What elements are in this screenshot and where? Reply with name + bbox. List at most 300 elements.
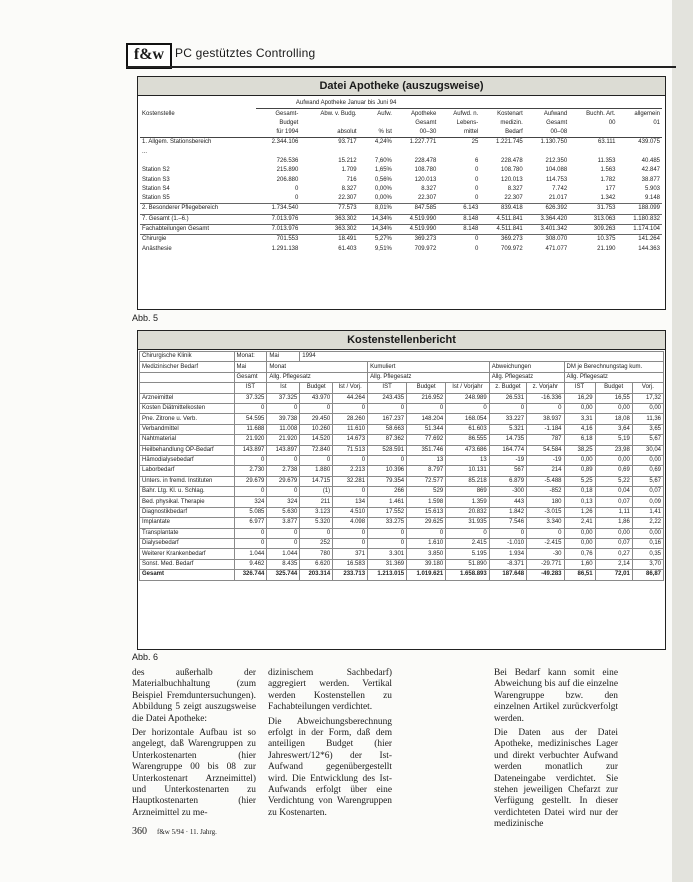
table-cell: 29.679 [234, 476, 267, 486]
table-meta-row [140, 362, 664, 372]
table-cell: 21.017 [548, 195, 568, 202]
table-cell: 1.019.621 [407, 570, 446, 580]
paragraph: Bei Bedarf kann somit eine Abweichung bis auf die einzelne Warengruppe bzw. den einzelnen Artikel zurückverfolgt werden. [494, 668, 618, 724]
text-column-1 [132, 668, 256, 822]
table-cell: 0 [267, 487, 300, 497]
table-cell: 0,18 [564, 487, 595, 497]
table-cell: 5.630 [267, 507, 300, 517]
table-cell: 9.462 [234, 559, 267, 569]
table-cell: 38.877 [641, 176, 660, 183]
table-cell: 1.782 [600, 176, 616, 183]
table-cell: Monat [267, 362, 368, 372]
table-cell: 8.327 [341, 185, 357, 192]
table-cell: 18.491 [300, 235, 358, 245]
table-cell: 0 [234, 539, 267, 549]
table-cell: 529 [407, 487, 446, 497]
table-cell: 4.510 [333, 507, 368, 517]
table-cell: Station S3 [142, 176, 170, 183]
table-cell: 326.744 [234, 570, 267, 580]
table-cell: 5.320 [300, 518, 333, 528]
table-cell: 471.077 [545, 245, 568, 252]
table-cell: 1.227.771 [409, 139, 437, 146]
table-cell: 17.552 [368, 507, 407, 517]
table-cell: 0,76 [564, 549, 595, 559]
table-cell: 38,25 [564, 445, 595, 455]
table-cell: 6.879 [489, 476, 526, 486]
table-cell: 363.302 [300, 224, 358, 234]
table-cell: 63.111 [598, 139, 616, 146]
table-cell [569, 147, 617, 156]
table-cell: 21.190 [597, 245, 616, 252]
table-cell: Ist / Vorj. [333, 383, 368, 393]
table-cell: 3.301 [368, 549, 407, 559]
table-cell: 148.204 [407, 414, 446, 424]
table-cell: 187.648 [489, 570, 526, 580]
table-cell: 0,00 [595, 528, 632, 538]
table-cell: 108.780 [501, 167, 523, 174]
table-cell [438, 147, 480, 156]
table-cell: Bedarf [480, 128, 524, 138]
table-cell: 0,07 [632, 487, 663, 497]
table-row [140, 445, 664, 455]
table-cell: 00–08 [525, 128, 569, 138]
table-cell: 31.935 [446, 518, 490, 528]
table-cell: 16,29 [564, 393, 595, 403]
table-cell: 77.692 [407, 435, 446, 445]
table-cell: Bed. physikal. Therapie [140, 497, 235, 507]
figure-apotheke-table [137, 76, 666, 310]
table-cell: 5.085 [234, 507, 267, 517]
table-cell: 243.435 [368, 393, 407, 403]
table-cell: 11.008 [267, 424, 300, 434]
span-header: Aufwand Apotheke Januar bis Juni 94 [256, 99, 662, 109]
table-cell: 1.934 [489, 549, 526, 559]
table-cell: 371 [333, 549, 368, 559]
table-cell: 709.972 [414, 245, 437, 252]
table-cell: 369.273 [480, 235, 524, 245]
table-cell: 203.314 [300, 570, 333, 580]
table-cell: Gesamt [546, 119, 568, 126]
table-cell: 369.273 [394, 235, 438, 245]
table-cell: 212.350 [545, 157, 568, 164]
table-cell: 39.180 [407, 559, 446, 569]
table-cell: 5,27% [359, 235, 394, 245]
table-cell: Gesamt [234, 372, 267, 382]
table-cell: 0,69 [632, 466, 663, 476]
table-cell: Transplantate [140, 528, 235, 538]
table-cell: 86,87 [632, 570, 663, 580]
table-row [140, 518, 664, 528]
table-cell: 8,01% [359, 204, 394, 214]
table-cell: 7.013.976 [256, 224, 300, 234]
table-cell: 439.075 [638, 139, 660, 146]
table-cell: 1.130.750 [540, 139, 568, 146]
table-cell: 5,67 [632, 476, 663, 486]
table-cell: 5,19 [595, 435, 632, 445]
table-cell: DM je Berechnungstag kum. [564, 362, 664, 372]
table-cell: 3.850 [407, 549, 446, 559]
table-cell: 72.577 [407, 476, 446, 486]
table-cell [480, 147, 524, 156]
table-cell [300, 147, 358, 156]
table-cell: 26.531 [489, 393, 526, 403]
table-cell: 3.340 [527, 518, 564, 528]
table-cell: Gesamt- [275, 110, 299, 117]
paragraph: Die Daten aus der Datei Apotheke, medizinisches Lager und direkt verbuchter Aufwand werden monatlich zur Dateneingabe verdichtet. Sie stehen jeweiligen Chefarzt zur Verfügung gestellt. In dieser verdichteten Datei wird nur der medizinische [494, 728, 618, 830]
table-cell: 1.461 [368, 497, 407, 507]
table-cell: 43.970 [300, 393, 333, 403]
table-cell: -19 [489, 455, 526, 465]
table-cell: 167.237 [368, 414, 407, 424]
table-cell: 29.679 [267, 476, 300, 486]
table-cell: 7.742 [552, 185, 568, 192]
table-cell: 15.212 [338, 157, 357, 164]
table-meta-row [140, 372, 664, 382]
table-cell [359, 119, 394, 128]
table-cell: 1.291.138 [271, 245, 299, 252]
table-cell: 1.221.745 [496, 139, 523, 146]
table-cell: 0 [234, 403, 267, 413]
table-cell: Aufw. [377, 110, 392, 117]
table-row [140, 424, 664, 434]
table-cell: 180 [527, 497, 564, 507]
table-cell: Abw. v. Budg. [320, 110, 357, 117]
table-cell: -19 [527, 455, 564, 465]
table-cell: -8.371 [489, 559, 526, 569]
table-cell: 0 [368, 539, 407, 549]
table-cell: Kostenstelle [142, 110, 175, 117]
table-cell: Lebens- [456, 119, 479, 126]
table-row [140, 559, 664, 569]
table-cell: 11,36 [632, 414, 663, 424]
table-row [140, 403, 664, 413]
table-cell [140, 372, 235, 382]
table-cell: Budget [279, 119, 299, 126]
table-cell: 16,55 [595, 393, 632, 403]
table-cell: 143.897 [267, 445, 300, 455]
table-cell: 1.044 [234, 549, 267, 559]
table-cell: 309.263 [569, 224, 617, 234]
table-cell: 0 [474, 176, 479, 183]
table-cell: Ist [267, 383, 300, 393]
table-cell: Allg. Pflegesatz [489, 372, 564, 382]
table-cell: 709.972 [501, 245, 523, 252]
table-cell: 0 [527, 403, 564, 413]
table-cell: 58.663 [368, 424, 407, 434]
table-cell: 0 [368, 528, 407, 538]
table-cell: 51.890 [446, 559, 490, 569]
table-cell: Unters. in fremd. Instituten [140, 476, 235, 486]
table-row [140, 476, 664, 486]
figure-kostenstellenbericht [137, 330, 666, 650]
table-cell: 228.478 [501, 157, 523, 164]
table-cell: Bahr. Ltg. Kl. u. Schlag. [140, 487, 235, 497]
table-cell: 0 [234, 528, 267, 538]
table-cell: 0,13 [564, 497, 595, 507]
table-cell: 701.553 [256, 235, 300, 245]
table-cell: 0 [474, 185, 479, 192]
table-cell: 0,09 [632, 497, 663, 507]
table-row [140, 414, 664, 424]
paragraph: Die Abweichungsberechnung erfolgt in der Form, daß dem anteiligen Budget (hier Jahreswert/12*6) der Ist-Aufwand gegenübergestellt wird. Die Entwicklung des Ist-Aufwands erfolgt über eine Verdichtung von Warengruppen zu Kostenarten. [268, 716, 392, 818]
table-cell: -2.415 [527, 539, 564, 549]
header-rule [126, 66, 676, 68]
table-cell: 2.730 [234, 466, 267, 476]
table-cell: 0 [438, 235, 480, 245]
table-cell: Heilbehandlung OP-Bedarf [140, 445, 235, 455]
table-cell: Allg. Pflegesatz [267, 372, 368, 382]
table-header-row [140, 119, 662, 128]
table-cell: 363.302 [300, 214, 358, 224]
table-cell: 177 [605, 185, 616, 192]
table-cell: Station S5 [142, 195, 170, 202]
table-cell: Mai [234, 362, 267, 372]
table-cell: 313.063 [569, 214, 617, 224]
table-cell: 14.520 [300, 435, 333, 445]
table-cell: 1.598 [407, 497, 446, 507]
table-cell: 37.325 [234, 393, 267, 403]
table-cell: 0 [446, 528, 490, 538]
table-cell: Gesamt [140, 570, 235, 580]
table-row [140, 507, 664, 517]
table-cell: 20.832 [446, 507, 490, 517]
table-cell: IST [368, 383, 407, 393]
table-cell: 11.688 [234, 424, 267, 434]
table-cell: 1.658.893 [446, 570, 490, 580]
table-cell: 0 [295, 185, 299, 192]
table-cell: 1.734.540 [256, 204, 300, 214]
table1-title: Datei Apotheke (auszugsweise) [138, 77, 665, 96]
paragraph: des außerhalb der Materialbuchhaltung (zum Beispiel Fremduntersuchungen). Abbildung 5 zeigt auszugsweise die Datei Apotheke: [132, 668, 256, 724]
table-cell: 32.281 [333, 476, 368, 486]
table-cell: 443 [489, 497, 526, 507]
table-cell: 0,00 [564, 403, 595, 413]
table-cell: 120.013 [501, 176, 523, 183]
table-cell: 233.713 [333, 570, 368, 580]
table-cell: 0 [407, 403, 446, 413]
table-cell: 1.342 [600, 195, 616, 202]
table-cell: 0 [234, 455, 267, 465]
table-cell: 5,25 [564, 476, 595, 486]
table-cell: 2,41 [564, 518, 595, 528]
table-cell: 134 [333, 497, 368, 507]
table-cell: 15.613 [407, 507, 446, 517]
table-cell: 0,00 [564, 528, 595, 538]
table-cell: 1. Allgem. Stationsbereich [142, 139, 212, 146]
table-cell: 1.359 [446, 497, 490, 507]
table-cell: 13 [446, 455, 490, 465]
table-cell: 71.513 [333, 445, 368, 455]
table-cell: -300 [489, 487, 526, 497]
journal-logo: f&w [126, 43, 172, 69]
table-cell: Chirurgie [140, 235, 256, 245]
table-cell: 5,67 [632, 435, 663, 445]
table-cell: 1.563 [600, 167, 616, 174]
table-cell: Allg. Pflegesatz [368, 372, 490, 382]
table-cell: medizin. [500, 119, 523, 126]
table-cell: 0 [267, 403, 300, 413]
table-cell: -16.336 [527, 393, 564, 403]
table-cell [140, 119, 256, 128]
table-cell [525, 147, 569, 156]
table-row [140, 147, 662, 156]
table-cell [256, 147, 300, 156]
text-column-2 [268, 668, 392, 822]
table-cell: 85.218 [446, 476, 490, 486]
table-cell: 2.738 [267, 466, 300, 476]
table-cell: 8.327 [507, 185, 523, 192]
table-cell: 37.325 [267, 393, 300, 403]
table-cell: 114.753 [545, 176, 568, 183]
table-cell: 79.354 [368, 476, 407, 486]
table-cell: 1,65% [374, 167, 392, 174]
page-number: 360 [132, 826, 147, 837]
table-cell: 0 [300, 455, 333, 465]
table-cell: 10.396 [368, 466, 407, 476]
table-cell: 30,04 [632, 445, 663, 455]
table-cell: 473.686 [446, 445, 490, 455]
table-total-row [140, 570, 664, 580]
table-cell: 0,56% [374, 176, 392, 183]
table-cell: 0 [300, 528, 333, 538]
table-cell: 3,70 [632, 559, 663, 569]
table-cell: Fachabteilungen Gesamt [140, 224, 256, 234]
table-cell: Anästhesie [142, 245, 172, 252]
table-cell: 2.213 [333, 466, 368, 476]
table-cell: 308.070 [525, 235, 569, 245]
table-row [140, 214, 662, 224]
table-cell: 0,00 [632, 528, 663, 538]
table-cell: 1.213.015 [368, 570, 407, 580]
table-cell: 72.840 [300, 445, 333, 455]
table-cell: Kosten Diätmittelkosten [140, 403, 235, 413]
table-cell: 33.227 [489, 414, 526, 424]
table-cell: 7.013.976 [256, 214, 300, 224]
table-meta-row [140, 352, 664, 362]
table-cell [394, 147, 438, 156]
table-cell: 847.585 [394, 204, 438, 214]
table-cell: 10.260 [300, 424, 333, 434]
table-cell: 29.450 [300, 414, 333, 424]
table-cell: 14.735 [489, 435, 526, 445]
table-cell: 14.715 [300, 476, 333, 486]
table-cell: Station S4 [142, 185, 170, 192]
kostenstellen-table [139, 351, 664, 581]
table-cell: 61.403 [338, 245, 357, 252]
table-cell: -1.010 [489, 539, 526, 549]
table-row [140, 393, 664, 403]
table-cell: 0 [489, 403, 526, 413]
table-cell: 16.583 [333, 559, 368, 569]
table-cell: 29.625 [407, 518, 446, 528]
table-cell: 3.401.342 [525, 224, 569, 234]
table-row [140, 528, 664, 538]
table-cell [359, 147, 394, 156]
table-cell: 0,00% [374, 185, 392, 192]
table-cell: Mai [267, 352, 300, 362]
table-cell: 0,04 [595, 487, 632, 497]
table-cell: 54.584 [527, 445, 564, 455]
table-cell: 206.880 [276, 176, 299, 183]
table-cell: 8.435 [267, 559, 300, 569]
table-cell: 164.774 [489, 445, 526, 455]
table2-title: Kostenstellenbericht [138, 331, 665, 350]
table-cell: Station S2 [142, 167, 170, 174]
table-cell [140, 99, 256, 109]
table-row [140, 224, 662, 234]
table-cell: Gesamt [415, 119, 437, 126]
table-cell: 188.099 [617, 204, 662, 214]
table-cell: 787 [527, 435, 564, 445]
table-cell: (1) [300, 487, 333, 497]
table-cell: 1994 [300, 352, 664, 362]
table-cell: 28.260 [333, 414, 368, 424]
table-cell: 4.511.841 [480, 224, 524, 234]
table-cell: 1.174.104 [617, 224, 662, 234]
table-cell: 0,07 [595, 497, 632, 507]
table-cell: für 1994 [256, 128, 300, 138]
paragraph: Der horizontale Aufbau ist so angelegt, daß Warengruppen zu Unterkostenarten (hier Warengruppe 00 bis 08 zur Unterkostenart Arzneimittel) und Unterkostenarten zu Hauptkostenarten (hier Arzneimittel zu me- [132, 728, 256, 818]
table-cell: 10.131 [446, 466, 490, 476]
table-cell: 144.363 [638, 245, 660, 252]
table-cell: 3,65 [632, 424, 663, 434]
table-row [140, 466, 664, 476]
table-row [140, 157, 662, 166]
table-cell: ... [142, 148, 148, 155]
table-cell: 14,34% [359, 224, 394, 234]
table-cell: 22.307 [417, 195, 437, 202]
text-column-3 [494, 668, 618, 834]
table-cell: -852 [527, 487, 564, 497]
table-cell: 6.143 [438, 204, 480, 214]
table-cell: 38.937 [527, 414, 564, 424]
table-cell: 4,16 [564, 424, 595, 434]
table-row [140, 175, 662, 184]
table-cell: 1,60 [564, 559, 595, 569]
table-cell: Hämodialysebedarf [140, 455, 235, 465]
table-cell: 216.952 [407, 393, 446, 403]
table-cell: 2,14 [595, 559, 632, 569]
table-cell: 626.392 [525, 204, 569, 214]
table-cell: 0 [407, 528, 446, 538]
table-cell: allgemein [634, 110, 660, 117]
table-cell: 0,07 [595, 539, 632, 549]
table-cell: 228.478 [414, 157, 437, 164]
table-header-row [140, 383, 664, 393]
table-cell: 0 [333, 528, 368, 538]
table-cell: 1.180.832 [617, 214, 662, 224]
footer-info: f&w 5/94 · 11. Jahrg. [157, 828, 217, 836]
table-cell: 9,51% [374, 245, 392, 252]
table-cell: 0 [474, 167, 479, 174]
table-cell: 726.536 [276, 157, 299, 164]
table-cell: 00 [608, 119, 616, 126]
table-cell: 324 [234, 497, 267, 507]
table-cell: 8.148 [438, 224, 480, 234]
table-cell: 2.344.106 [271, 139, 299, 146]
table-cell: % Ist [359, 128, 394, 138]
table-cell: 869 [446, 487, 490, 497]
table-cell: 143.897 [234, 445, 267, 455]
table-cell: 120.013 [414, 176, 437, 183]
table-cell: Apotheke [410, 110, 437, 117]
table-cell: 13 [407, 455, 446, 465]
table-cell: 40.485 [641, 157, 660, 164]
table-cell: 0,00 [632, 403, 663, 413]
table-cell: 266 [368, 487, 407, 497]
table-row [140, 185, 662, 194]
table-cell: 72,01 [595, 570, 632, 580]
